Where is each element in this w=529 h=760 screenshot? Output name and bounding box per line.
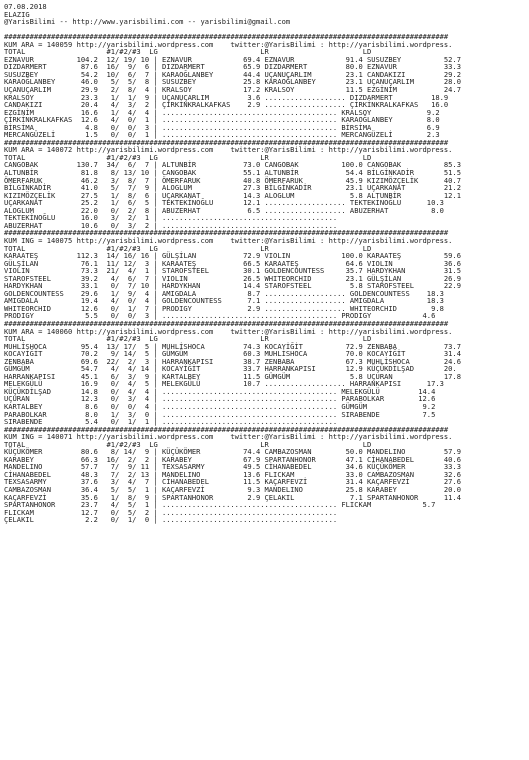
report-line: KUM ING = 140071 http://yarisbilimi.wordpress.com twitter:@YarisBilimi : http://yarisbilimi.wordpress. bbox=[4, 432, 453, 442]
race-report-page bbox=[4, 3, 529, 760]
report-line: VIOLIN 73.3 21/ 4/ 1 | STAROFSTEEL 30.1 GOLDENCOUNTESS 35.7 HARDYKHAN 31.5 bbox=[4, 266, 461, 276]
report-line: BİRSİMA 4.8 0/ 0/ 3 | ......................................... BİRSİMA 6.9 bbox=[4, 122, 440, 132]
report-line: HARDYKHAN 33.1 0/ 7/ 10 | HARDYKHAN 14.4 STAROFSTEEL 5.8 STAROFSTEEL 22.9 bbox=[4, 281, 461, 291]
report-line: CANDAKIZI 20.4 4/ 3/ 2 | ÇİRKİNKRALKAFKAS 2.9 ................... ÇİRKİNKRALKAFKAS 16.0 bbox=[4, 100, 449, 110]
report-line: MELEKGÜLÜ 16.9 0/ 4/ 5 | MELEKGÜLÜ 10.7 ................... HARRANKAPISI 17.3 bbox=[4, 379, 444, 389]
report-line: TOTAL #1/#2/#3 LG LR LD bbox=[4, 243, 372, 253]
report-line: MERCANGÜZELİ 1.5 0/ 0/ 1 | ......................................... MERCANGÜZELİ 2.3 bbox=[4, 130, 440, 140]
report-line: TOTAL #1/#2/#3 LG LR LD bbox=[4, 47, 372, 57]
report-line: CİHANABEDEL 48.3 7/ 2/ 13 | MANDELINO 13.6 FLICKAM 33.0 CAMBAZOSMAN 32.6 bbox=[4, 469, 461, 479]
report-line: SIRABENDE 5.4 0/ 1/ 1 | ......................................... bbox=[4, 417, 338, 427]
report-line: KAÇARFEVZİ 35.6 1/ 8/ 9 | SPARTANHONOR 2.9 ÇELAKIL 7.1 SPARTANHONOR 11.4 bbox=[4, 492, 461, 502]
report-line: UÇANUÇARLIM 29.9 2/ 8/ 4 | KRALSOY 17.2 KRALSOY 11.5 EZGİNİM 24.7 bbox=[4, 85, 461, 95]
report-line: ÇİRKİNKRALKAFKAS 12.6 4/ 0/ 1 | ......................................... KARAOĞLANBEY 8.0 bbox=[4, 115, 440, 125]
report-line: KRALSOY 23.3 1/ 1/ 9 | UÇANUÇARLIM 3.6 ................... DIZDARMERT 18.9 bbox=[4, 92, 449, 102]
report-line: MUHLİSHOCA 95.4 13/ 17/ 5 | MUHLİSHOCA 74.3 KOCAYİĞİT 72.9 ZENBABA 73.7 bbox=[4, 341, 461, 351]
report-line: ######################################################################################################## bbox=[4, 137, 449, 147]
report-line: ELAZIG bbox=[4, 9, 30, 19]
report-line: ######################################################################################################## bbox=[4, 424, 449, 434]
report-line: ######################################################################################################## bbox=[4, 318, 449, 328]
report-line: PRODIGY 5.5 0/ 0/ 3 | ......................................... PRODIGY 4.6 bbox=[4, 311, 436, 321]
report-line: DIZDARMERT 87.6 16/ 9/ 6 | DIZDARMERT 65.9 DIZDARMERT 80.0 EZNAVUR 33.3 bbox=[4, 62, 461, 72]
report-line: KIZIMÖZÇELİK 27.5 1/ 8/ 6 | UÇARKANAT 14.3 ALOGLUM 5.8 ALTUNBİR 12.1 bbox=[4, 190, 461, 200]
report-line: WHITEORCHID 12.6 0/ 1/ 7 | PRODIGY 2.9 ................... WHITEORCHID 9.8 bbox=[4, 303, 444, 313]
report-line: GOLDENCOUNTESS 29.6 1/ 9/ 4 | AMIGDALA 8.7 ................... GOLDENCOUNTESS 18.3 bbox=[4, 288, 444, 298]
report-line: KARAOĞLANBEY 46.0 5/ 5/ 8 | SUSUZBEY 25.8 KARAOĞLANBEY 23.1 UÇANUÇARLIM 28.0 bbox=[4, 77, 461, 87]
report-line: ######################################################################################################## bbox=[4, 32, 449, 42]
report-line: 07.08.2018 bbox=[4, 3, 47, 11]
report-line: ZENBABA 69.6 22/ 2/ 3 | HARRANKAPISI 38.7 ZENBABA 67.3 MUHLİSHOCA 24.6 bbox=[4, 356, 461, 366]
report-line: GÜLŞİLAN 76.1 11/ 12/ 3 | KARAATEŞ 66.5 KARAATEŞ 64.6 VIOLIN 36.6 bbox=[4, 258, 461, 268]
report-line: KÜÇÜKÖMER 80.6 8/ 14/ 9 | KÜÇÜKÖMER 74.4 CAMBAZOSMAN 50.0 MANDELINO 57.9 bbox=[4, 447, 461, 457]
report-line: FLICKAM 12.7 0/ 5/ 2 | ......................................... bbox=[4, 507, 338, 517]
report-line: MANDELINO 57.7 7/ 9/ 11 | TEXSASARMY 49.5 CİHANABEDEL 34.6 KÜÇÜKÖMER 33.3 bbox=[4, 462, 461, 472]
report-line: SUSUZBEY 54.2 10/ 6/ 7 | KARAOĞLANBEY 44.4 UÇANUÇARLIM 23.1 CANDAKIZI 29.2 bbox=[4, 69, 461, 79]
report-line: @YarisBilimi -- http://www.yarisbilimi.com -- yarisbilimi@gmail.com bbox=[4, 17, 291, 27]
report-line: KÜÇÜKDİLŞAD 14.8 0/ 4/ 4 | ......................................... MELEKGÜLÜ 14.4 bbox=[4, 386, 436, 396]
report-line: KOCAYİĞİT 70.2 9/ 14/ 5 | GÜMGÜM 60.3 MUHLİSHOCA 70.0 KOCAYİĞİT 31.4 bbox=[4, 349, 461, 359]
report-line: TOTAL #1/#2/#3 LG LR LD bbox=[4, 439, 372, 449]
report-line: ABUZERHAT 10.6 0/ 3/ 2 | ......................................... bbox=[4, 220, 338, 230]
report-line: ÇELAKIL 2.2 0/ 1/ 0 | ......................................... bbox=[4, 515, 338, 525]
report-line: TEKTEKİNOĞLU 16.0 3/ 2/ 1 | ......................................... bbox=[4, 213, 338, 223]
report-line: TOTAL #1/#2/#3 LG LR LD bbox=[4, 152, 372, 162]
report-line: CAMBAZOSMAN 36.4 5/ 5/ 1 | KAÇARFEVZİ 9.3 MANDELINO 25.8 KARABEY 20.0 bbox=[4, 485, 461, 494]
report-line: ALOGLUM 22.0 0/ 2/ 8 | ABUZERHAT 6.5 ................... ABUZERHAT 8.0 bbox=[4, 205, 444, 215]
report-line: UÇURAN 12.3 0/ 3/ 4 | ......................................... PARABOLKAR 12.6 bbox=[4, 394, 436, 404]
report-line: BİLGİNKADİR 41.0 5/ 7/ 9 | ALOGLUM 27.3 BİLGİNKADİR 23.1 UÇARKANAT 21.2 bbox=[4, 183, 461, 193]
report-line: TEXSASARMY 37.6 3/ 4/ 7 | CİHANABEDEL 11.5 KAÇARFEVZİ 31.4 KAÇARFEVZİ 27.6 bbox=[4, 477, 461, 487]
report-line: KARABEY 66.3 16/ 2/ 2 | KARABEY 67.9 SPARTANHONOR 47.1 CİHANABEDEL 40.6 bbox=[4, 454, 461, 464]
report-line: KARTALBEY 8.6 0/ 0/ 4 | ......................................... GÜMGÜM 9.2 bbox=[4, 401, 436, 411]
report-line: KUM ARA = 140072 http://yarisbilimi.wordpress.com twitter:@YarisBilimi : http://yarisbilimi.wordpress. bbox=[4, 145, 453, 155]
report-line: GÜMGÜM 54.7 4/ 4/ 14 | KOCAYİĞİT 33.7 HARRANKAPISI 12.9 KÜÇÜKDİLŞAD 20. bbox=[4, 364, 457, 374]
report-line: HARRANKAPISI 45.1 6/ 3/ 9 | KARTALBEY 11.5 GÜMGÜM 5.8 UÇURAN 17.8 bbox=[4, 371, 461, 381]
report-line: CANGOBAK 130.7 34/ 6/ 7 | ALTUNBİR 73.0 CANGOBAK 100.0 CANGOBAK 85.3 bbox=[4, 160, 461, 170]
report-line: ÖMERFARUK 46.2 3/ 8/ 7 | ÖMERFARUK 40.8 ÖMERFARUK 45.9 KIZIMÖZÇELİK 40.7 bbox=[4, 175, 461, 185]
report-line: SPARTANHONOR 23.7 4/ 5/ 1 | ......................................... FLICKAM 5.7 bbox=[4, 500, 436, 510]
report-line: EZGİNİM 16.6 1/ 4/ 4 | ......................................... KRALSOY 9.2 bbox=[4, 107, 440, 117]
report-line: AMIGDALA 19.4 4/ 0/ 4 | GOLDENCOUNTESS 7.1 ................... AMIGDALA 18.3 bbox=[4, 296, 444, 306]
report-line: KUM ARA = 140059 http://yarisbilimi.wordpress.com twitter:@YarisBilimi : http://yarisbilimi.wordpress. bbox=[4, 39, 453, 49]
report-line: KUM ARA = 140060 http://yarisbilimi.wordpress.com twitter:@YarisBilimi : http://yarisbilimi.wordpress. bbox=[4, 326, 453, 336]
report-line: PARABOLKAR 8.0 1/ 3/ 0 | ......................................... SIRABENDE 7.5 bbox=[4, 409, 436, 419]
report-line: ######################################################################################################## bbox=[4, 228, 449, 238]
report-line: TOTAL #1/#2/#3 LG LR LD bbox=[4, 334, 372, 344]
report-line: STAROFSTEEL 39.2 4/ 6/ 7 | VIOLIN 26.5 WHITEORCHID 23.1 GÜLŞİLAN 26.9 bbox=[4, 273, 461, 283]
report-line: UÇARKANAT 25.2 1/ 6/ 5 | TEKTEKİNOĞLU 12.1 ................... TEKTEKİNOĞLU 10.3 bbox=[4, 198, 444, 208]
report-line: ALTUNBİR 81.8 8/ 13/ 10 | CANGOBAK 55.1 ALTUNBİR 54.4 BİLGİNKADİR 51.5 bbox=[4, 168, 461, 178]
report-line: EZNAVUR 104.2 12/ 19/ 10 | EZNAVUR 69.4 EZNAVUR 91.4 SUSUZBEY 52.7 bbox=[4, 54, 461, 64]
report-line: KUM ING = 140075 http://yarisbilimi.wordpress.com twitter:@YarisBilimi : http://yarisbilimi.wordpress. bbox=[4, 235, 453, 245]
report-line: KARAATEŞ 112.3 14/ 16/ 16 | GÜLŞİLAN 72.9 VIOLIN 100.0 KARAATEŞ 59.6 bbox=[4, 251, 461, 261]
